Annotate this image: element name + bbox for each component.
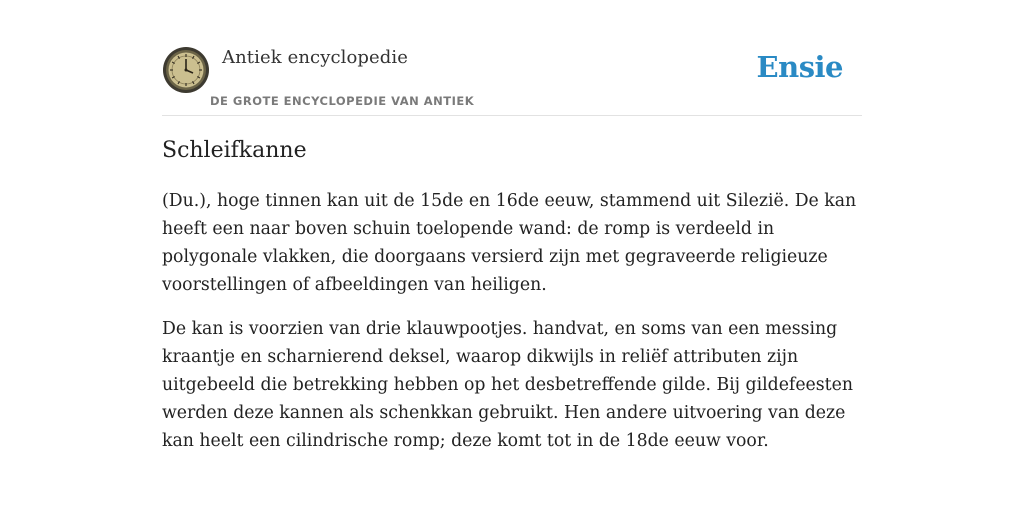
- brand-logo-link[interactable]: Ensie: [756, 50, 843, 84]
- page-title: Schleifkanne: [162, 138, 307, 163]
- article-paragraph: De kan is voorzien van drie klauwpootjes. handvat, en soms van een messing kraantje en scharnierend deksel, waarop dikwijls in reliëf attributen zijn uitgebeeld die betrekking hebben op het desbetreffende gilde. Bij gildefeesten werden deze kannen als schenkkan gebruikt. Hen andere uitvoering van deze kan heelt een cilindrische romp; deze komt tot in de 18de eeuw voor.: [162, 319, 853, 451]
- article-paragraph: (Du.), hoge tinnen kan uit de 15de en 16de eeuw, stammend uit Silezië. De kan heeft een naar boven schuin toelopende wand: de romp is verdeeld in polygonale vlakken, die doorgaans versierd zijn met gegraveerde religieuze voorstellingen of afbeeldingen van heiligen.: [162, 191, 857, 295]
- clock-icon[interactable]: [162, 46, 210, 94]
- site-subtitle: DE GROTE ENCYCLOPEDIE VAN ANTIEK: [210, 94, 475, 108]
- site-title[interactable]: Antiek encyclopedie: [222, 47, 409, 68]
- article: [162, 138, 867, 471]
- site-header: [162, 44, 862, 116]
